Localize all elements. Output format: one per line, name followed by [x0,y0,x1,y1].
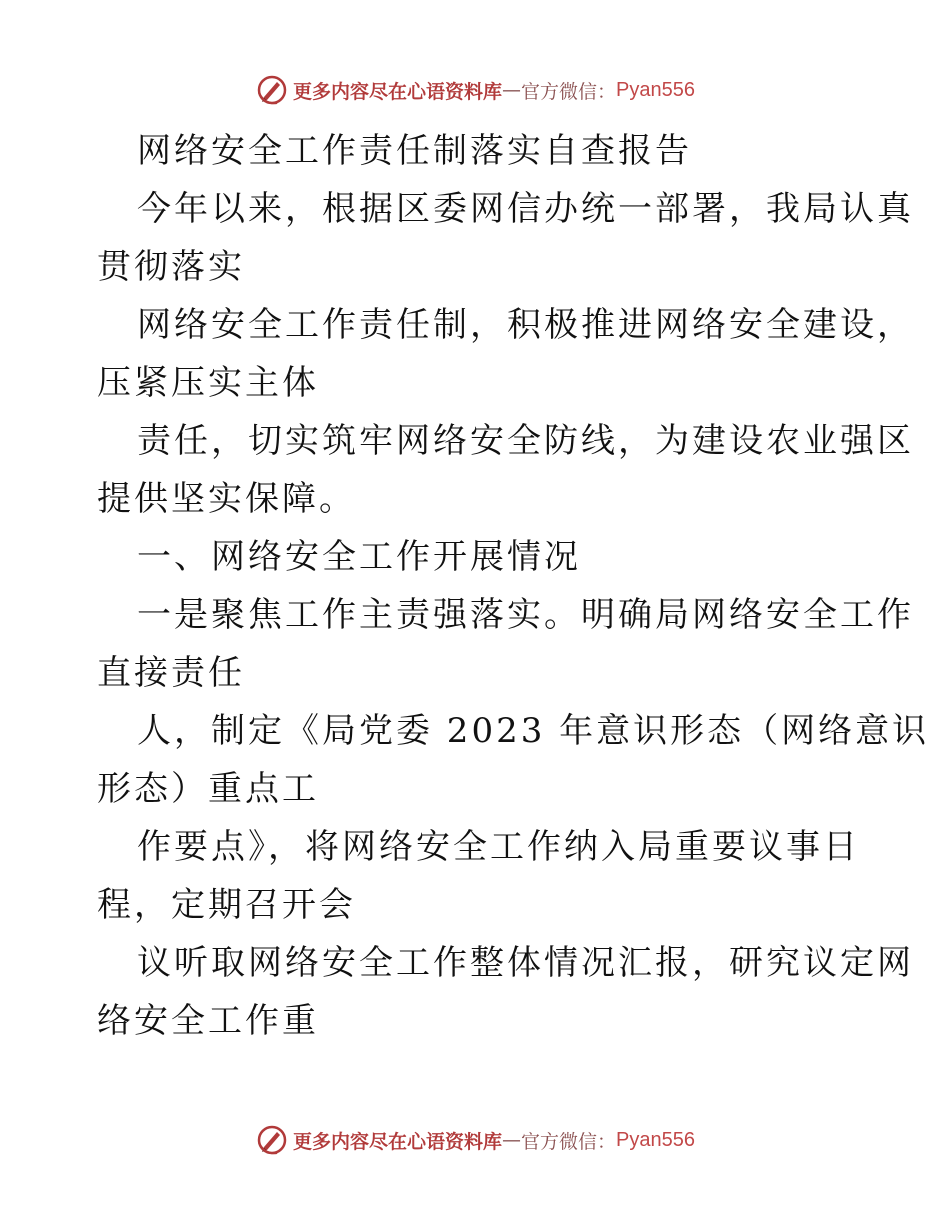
section-heading: 一、网络安全工作开展情况 [137,537,581,577]
text-line: 作要点》，将网络安全工作纳入局重要议事日 [137,827,860,867]
text-line: 今年以来，根据区委网信办统一部署，我局认真 [137,189,914,229]
watermark-wechat-label: 官方微信： [521,1130,617,1153]
watermark-brand-text: 更多内容尽在心语资料库 [293,1130,503,1153]
watermark-separator: — [502,1129,522,1151]
text-line: 络安全工作重 [97,1001,319,1041]
text-line: 压紧压实主体 [97,363,319,403]
text-line: 责任，切实筑牢网络安全防线，为建设农业强区 [137,421,914,461]
watermark-wechat-id: Pyan556 [616,1128,695,1151]
text-line: 程，定期召开会 [97,885,356,925]
footer-watermark [0,1120,950,1160]
text-line: 贯彻落实 [97,247,245,287]
watermark-wechat-label: 官方微信： [521,80,617,103]
pen-logo-icon [255,1123,289,1157]
pen-logo-icon [255,73,289,107]
watermark-wechat-id: Pyan556 [616,78,695,101]
text-line: 议听取网络安全工作整体情况汇报，研究议定网 [137,943,914,983]
text-line: 提供坚实保障。 [97,479,356,519]
text-line: 人，制定《局党委 2023 年意识形态（网络意识 [137,711,930,751]
header-watermark [0,70,950,110]
document-body [97,122,930,1050]
text-line: 直接责任 [97,653,245,693]
text-line: 形态）重点工 [97,769,319,809]
text-line: 网络安全工作责任制，积极推进网络安全建设， [137,305,914,345]
watermark-separator: — [502,79,522,101]
text-line: 一是聚焦工作主责强落实。明确局网络安全工作 [137,595,914,635]
document-title: 网络安全工作责任制落实自查报告 [137,131,692,171]
watermark-brand-text: 更多内容尽在心语资料库 [293,80,503,103]
